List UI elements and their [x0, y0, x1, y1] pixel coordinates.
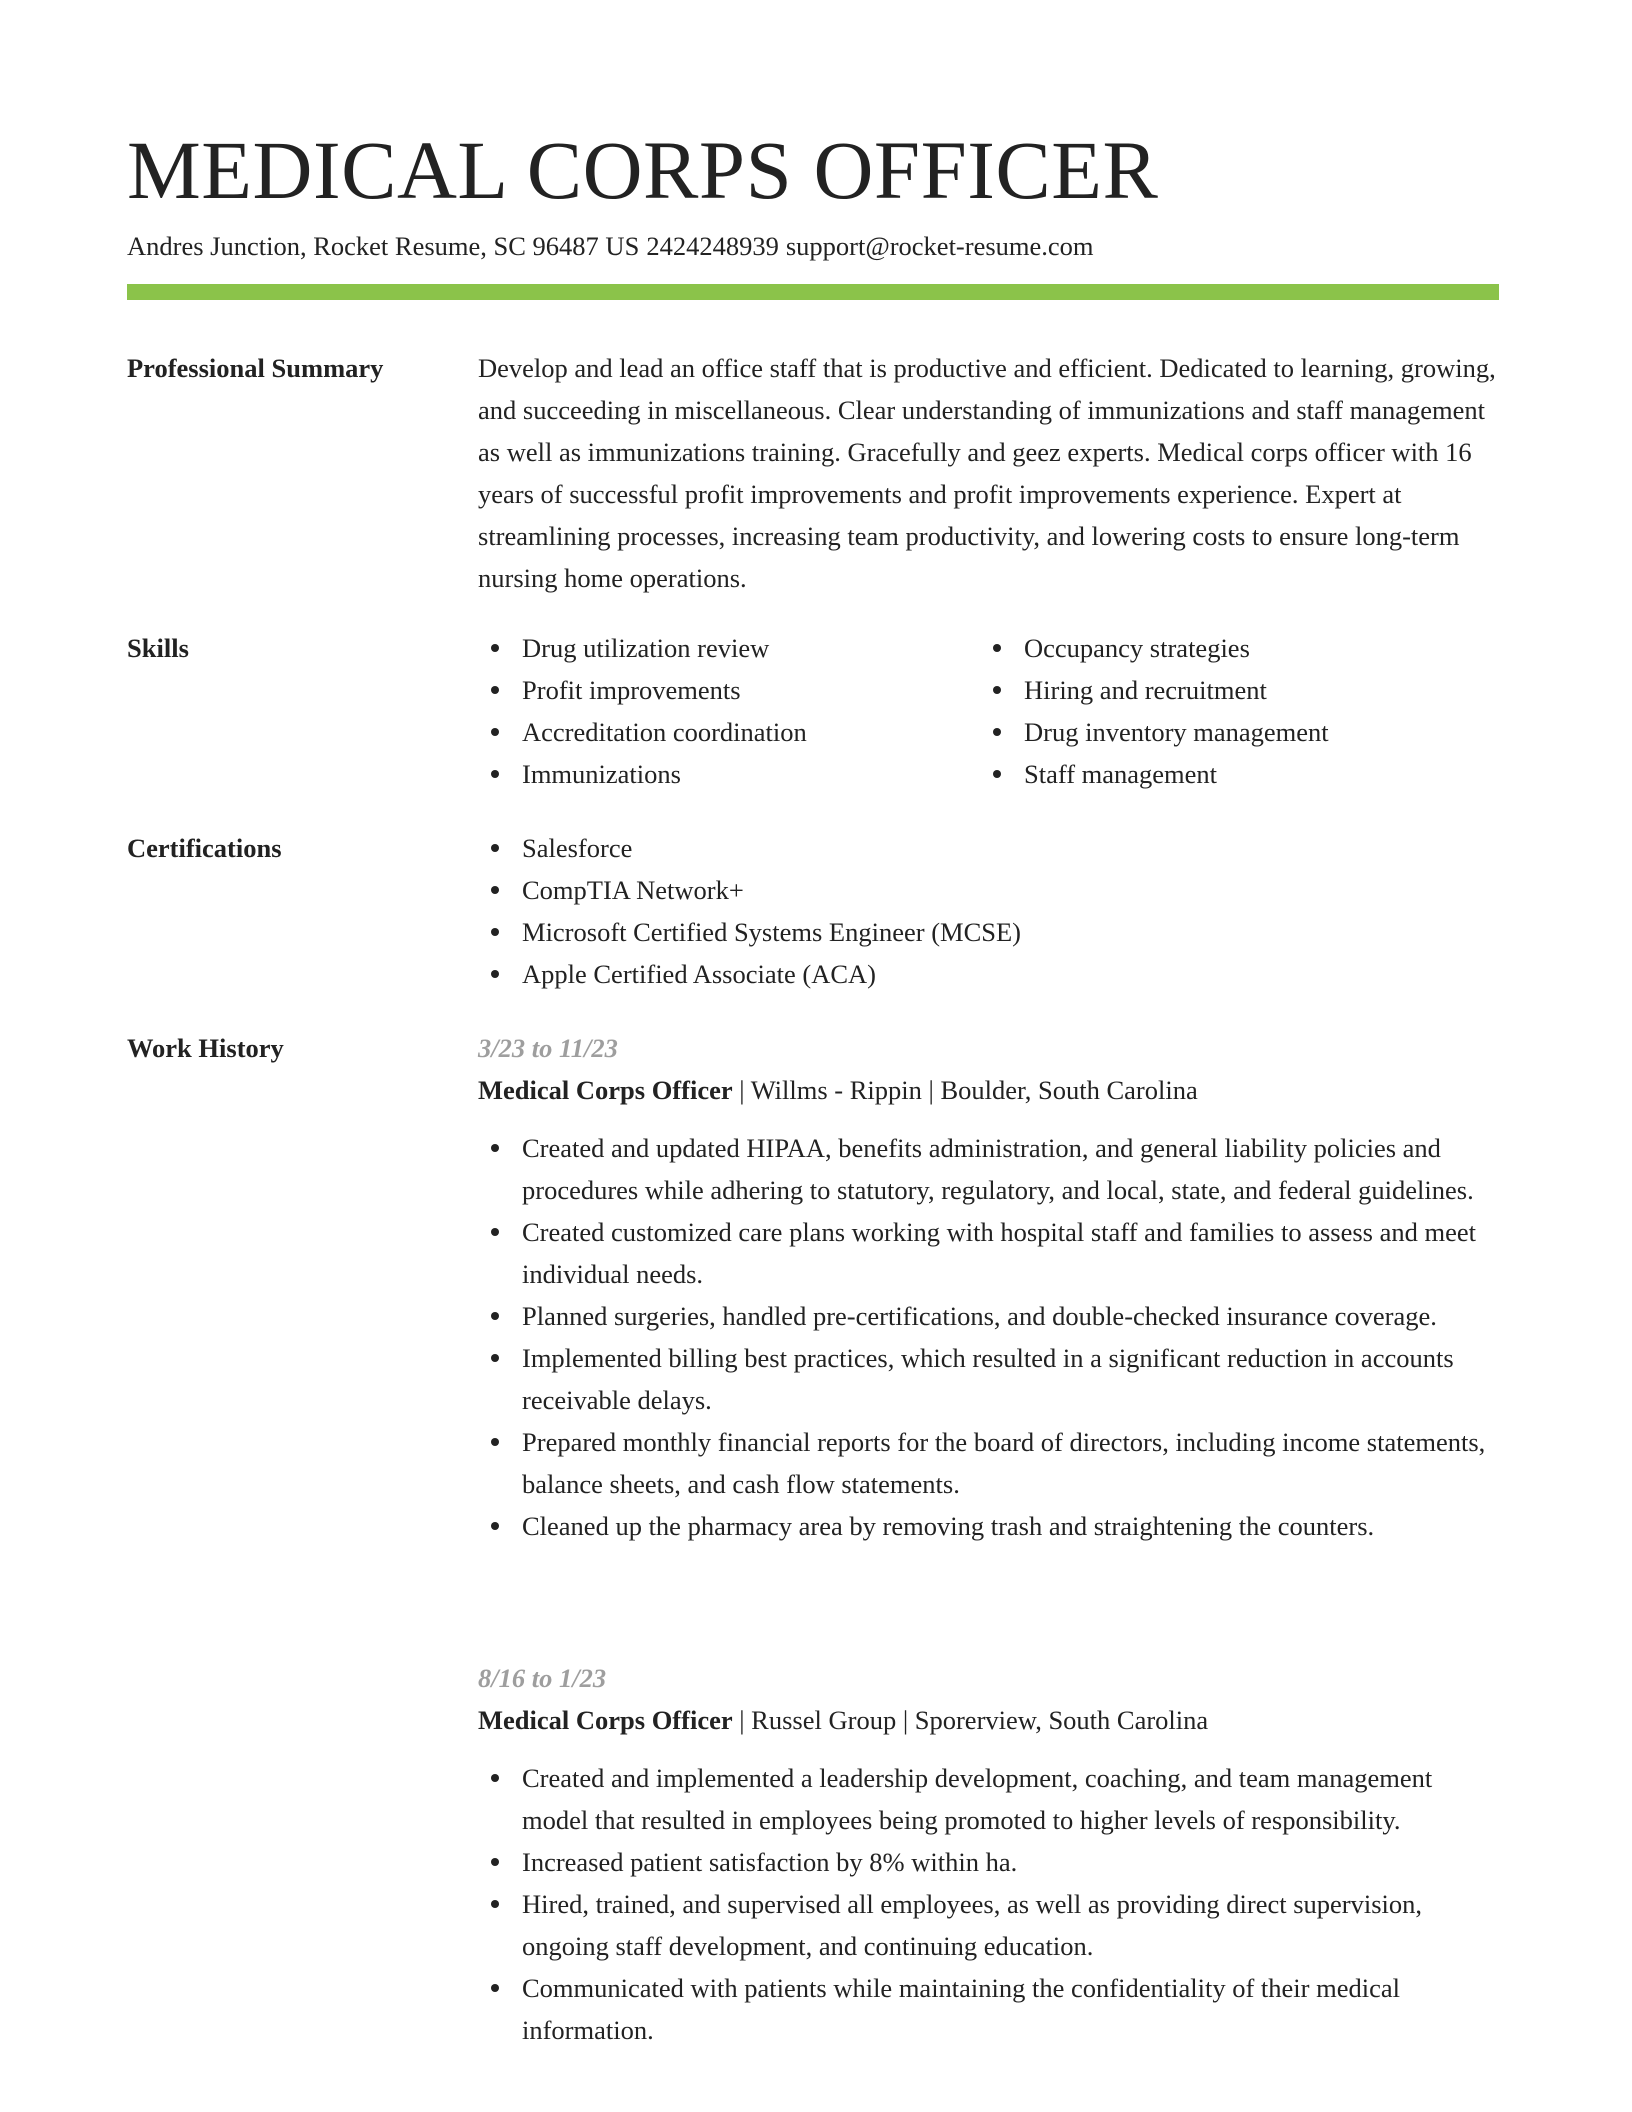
- job-title-line: [478, 1069, 1499, 1111]
- job-bullets: [478, 1127, 1499, 1547]
- contact-line: [127, 228, 1094, 264]
- summary-body: [478, 347, 1499, 599]
- skill-item: Occupancy strategies: [980, 627, 1482, 669]
- skills-list-left: [478, 627, 980, 795]
- skill-item: Hiring and recruitment: [980, 669, 1482, 711]
- certification-item: Salesforce: [478, 827, 1499, 869]
- job-title: Medical Corps Officer: [478, 1705, 733, 1735]
- job-bullet: Created and updated HIPAA, benefits administration, and general liability policies and procedures while adhering to statutory, regulatory, and local, state, and federal guidelines.: [478, 1127, 1499, 1211]
- job-company-location: | Willms - Rippin | Boulder, South Carolina: [732, 1075, 1198, 1105]
- header-divider: [127, 284, 1499, 300]
- contact-email: support@rocket-resume.com: [785, 231, 1094, 261]
- contact-address: Andres Junction, Rocket Resume, SC 96487 US: [127, 231, 640, 261]
- job-bullet: Planned surgeries, handled pre-certifications, and double-checked insurance coverage.: [478, 1295, 1499, 1337]
- job-dates: 8/16 to 1/23: [478, 1663, 607, 1693]
- summary-heading: Professional Summary: [127, 353, 384, 383]
- job-title: Medical Corps Officer: [478, 1075, 733, 1105]
- skill-item: Staff management: [980, 753, 1482, 795]
- certification-item: Apple Certified Associate (ACA): [478, 953, 1499, 995]
- job-company-location: | Russel Group | Sporerview, South Carolina: [732, 1705, 1209, 1735]
- skills-list-right: [980, 627, 1482, 795]
- skills-heading: Skills: [127, 633, 189, 663]
- certification-item: Microsoft Certified Systems Engineer (MCSE): [478, 911, 1499, 953]
- job-bullet: Increased patient satisfaction by 8% within ha.: [478, 1841, 1499, 1883]
- job-entry: [478, 1027, 1499, 1547]
- contact-phone: 2424248939: [646, 231, 779, 261]
- certifications-body: [478, 827, 1499, 995]
- certifications-heading: Certifications: [127, 833, 282, 863]
- job-title-line: [478, 1699, 1499, 1741]
- skill-item: Profit improvements: [478, 669, 980, 711]
- summary-text: Develop and lead an office staff that is productive and efficient. Dedicated to learning, growing, and succeeding in miscellaneous. Clear understanding of immunizations and staff management as well as immunizations training. Gracefully and geez experts. Medical corps officer with 16 years of successful profit improvements and profit improvements experience. Expert at streamlining processes, increasing team productivity, and lowering costs to ensure long-term nursing home operations.: [478, 353, 1496, 593]
- certifications-list: [478, 827, 1499, 995]
- resume-name: MEDICAL CORPS OFFICER: [127, 124, 1159, 216]
- job-entry: [478, 1657, 1499, 2051]
- job-bullet: Implemented billing best practices, which resulted in a significant reduction in accounts receivable delays.: [478, 1337, 1499, 1421]
- job-bullet: Communicated with patients while maintaining the confidentiality of their medical information.: [478, 1967, 1499, 2051]
- job-bullet: Created customized care plans working with hospital staff and families to assess and meet individual needs.: [478, 1211, 1499, 1295]
- skill-item: Immunizations: [478, 753, 980, 795]
- job-bullet: Cleaned up the pharmacy area by removing trash and straightening the counters.: [478, 1505, 1499, 1547]
- skill-item: Drug utilization review: [478, 627, 980, 669]
- skill-item: Accreditation coordination: [478, 711, 980, 753]
- skill-item: Drug inventory management: [980, 711, 1482, 753]
- job-bullets: [478, 1757, 1499, 2051]
- certification-item: CompTIA Network+: [478, 869, 1499, 911]
- job-bullet: Created and implemented a leadership development, coaching, and team management model that resulted in employees being promoted to higher levels of responsibility.: [478, 1757, 1499, 1841]
- job-dates: 3/23 to 11/23: [478, 1033, 618, 1063]
- skills-body: [478, 627, 1499, 795]
- job-bullet: Hired, trained, and supervised all employees, as well as providing direct supervision, ongoing staff development, and continuing education.: [478, 1883, 1499, 1967]
- job-bullet: Prepared monthly financial reports for the board of directors, including income statements, balance sheets, and cash flow statements.: [478, 1421, 1499, 1505]
- work-history-heading: Work History: [127, 1033, 284, 1063]
